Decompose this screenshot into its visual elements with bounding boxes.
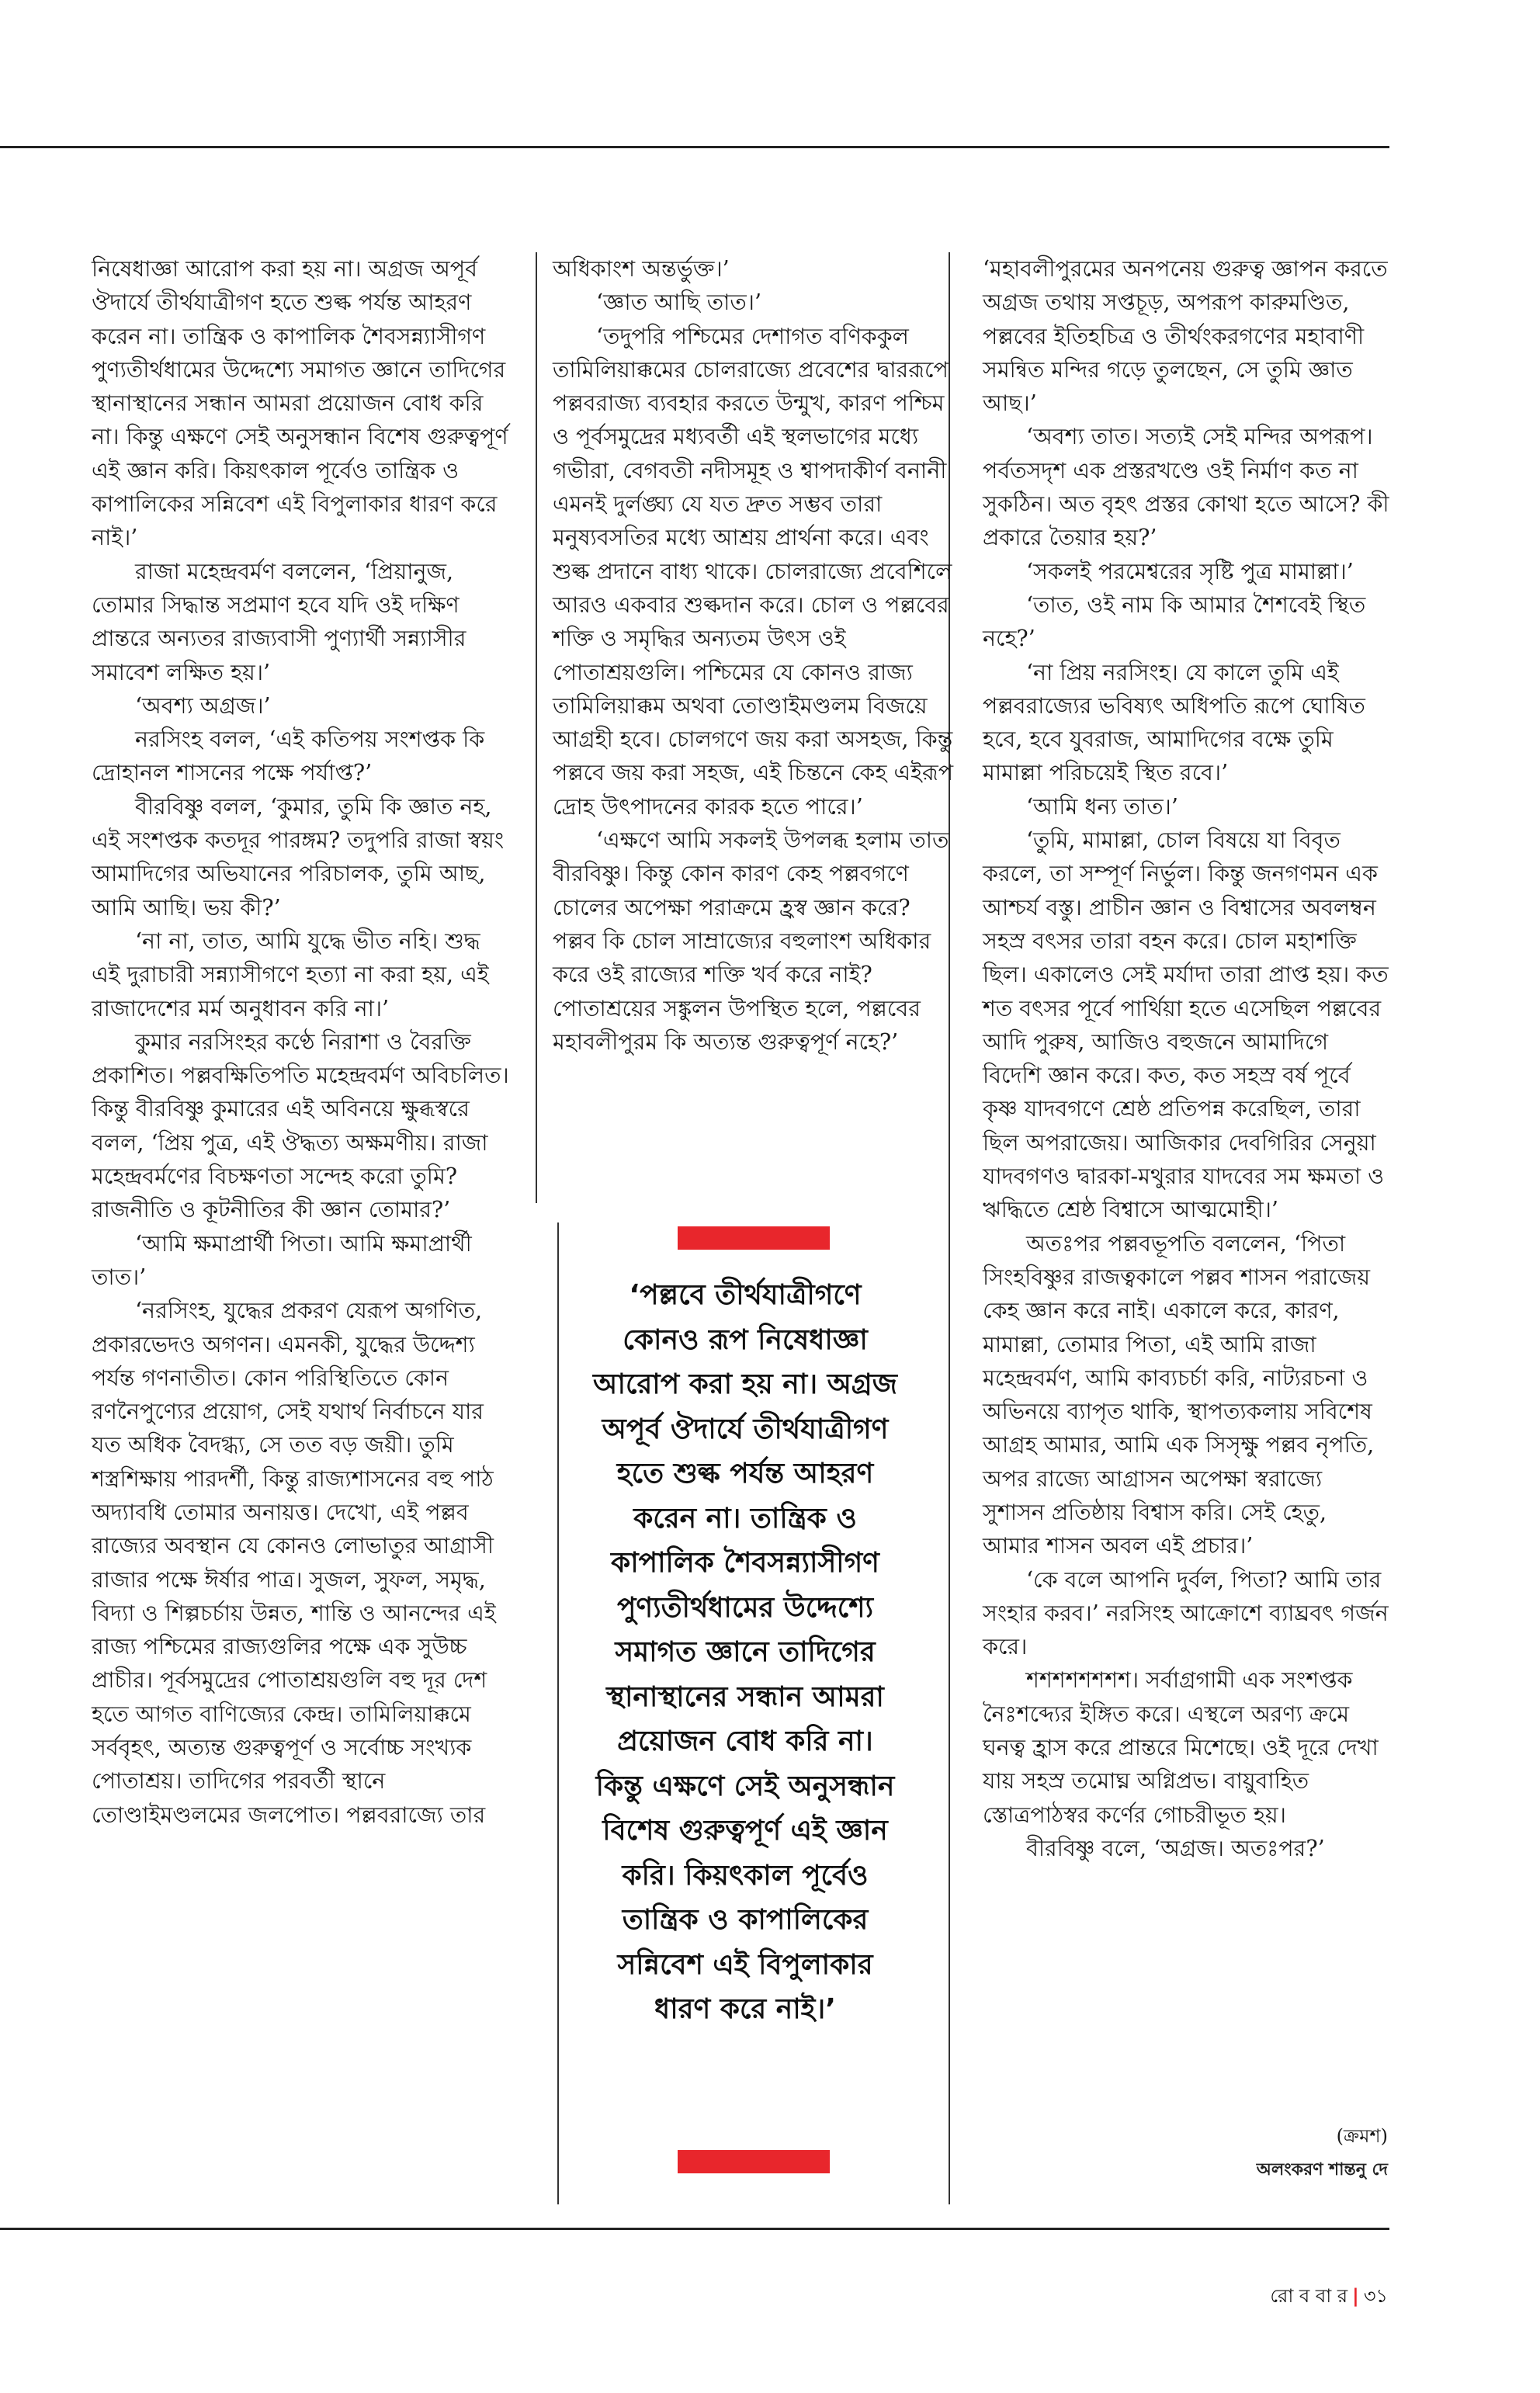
folio-divider: | (1352, 2285, 1359, 2307)
paragraph: ‘নরসিংহ, যুদ্ধের প্রকরণ যেরূপ অগণিত, প্রকারভেদও অগণন। এমনকী, যুদ্ধের উদ্দেশ্য পর্যন্ত গণনাতীত। কোন পরিস্থিতিতে কোন রণনৈপুণ্যের প্রয়োগ, সেই যথার্থ নির্বাচনে যার যত অধিক বৈদগ্ধ্য, সে তত বড় জয়ী। তুমি শস্ত্রশিক্ষায় পারদর্শী, কিন্তু রাজ্যশাসনের বহু পাঠ অদ্যাবধি তোমার অনায়ত্ত। দেখো, এই পল্লব রাজ্যের অবস্থান যে কোনও লোভাতুর আগ্রাসী রাজার পক্ষে ঈর্ষার পাত্র। সুজল, সুফল, সমৃদ্ধ, বিদ্যা ও শিল্পচর্চায় উন্নত, শান্তি ও আনন্দের এই রাজ্য পশ্চিমের রাজ্যগুলির পক্ষে এক সুউচ্চ প্রাচীর। পূর্বসমুদ্রের পোতাশ্রয়গুলি বহু দূর দেশ হতে আগত বাণিজ্যের কেন্দ্র। তামিলিয়াক্কমে সর্ববৃহৎ, অত্যন্ত গুরুত্বপূর্ণ ও সর্বোচ্চ সংখ্যক পোতাশ্রয়। তাদিগের পরবর্তী স্থানে তোণ্ডাইমণ্ডলমের জলপোত। পল্লবরাজ্যে তার (92, 1298, 496, 1828)
bottom-rule (0, 2228, 1389, 2230)
paragraph: ‘আমি ক্ষমাপ্রার্থী পিতা। আমি ক্ষমাপ্রার্থী তাত।’ (92, 1230, 472, 1290)
pullquote-bottom-bar (678, 2150, 830, 2173)
paragraph: ‘অবশ্য তাত। সত্যই সেই মন্দির অপরূপ। পর্বতসদৃশ এক প্রস্তরখণ্ডে ওই নির্মাণ কত না সুকঠিন। অত বৃহৎ প্রস্তর কোথা হতে আসে? কী প্রকারে তৈয়ার হয়?’ (983, 424, 1389, 551)
paragraph: ‘তদুপরি পশ্চিমের দেশাগত বণিককুল তামিলিয়াক্কমের চোলরাজ্যে প্রবেশের দ্বাররূপে পল্লবরাজ্য ব্যবহার করতে উন্মুখ, কারণ পশ্চিম ও পূর্বসমুদ্রের মধ্যবর্তী এই স্থলভাগের মধ্যে গভীরা, বেগবতী নদীসমূহ ও শ্বাপদাকীর্ণ বনানী এমনই দুর্লঙ্ঘ্য যে যত দ্রুত সম্ভব তারা মনুষ্যবসতির মধ্যে আশ্রয় প্রার্থনা করে। এবং শুল্ক প্রদানে বাধ্য থাকে। চোলরাজ্যে প্রবেশিলে আরও একবার শুল্কদান করে। চোল ও পল্লবের শক্তি ও সমৃদ্ধির অন্যতম উৎস ওই পোতাশ্রয়গুলি। পশ্চিমের যে কোনও রাজ্য তামিলিয়াক্কম অথবা তোণ্ডাইমণ্ডলম বিজয়ে আগ্রহী হবে। চোলগণে জয় করা অসহজ, কিন্তু পল্লবে জয় করা সহজ, এই চিন্তনে কেহ এইরূপ দ্রোহ উৎপাদনের কারক হতে পারে।’ (553, 323, 954, 820)
paragraph: ‘তাত, ওই নাম কি আমার শৈশবেই স্থিত নহে?’ (983, 591, 1366, 652)
paragraph: ‘এক্ষণে আমি সকলই উপলব্ধ হলাম তাত বীরবিষ্ণু। কিন্তু কোন কারণ কেহ পল্লবগণে চোলের অপেক্ষা পরাক্রমে হ্রস্ব জ্ঞান করে? পল্লব কি চোল সাম্রাজ্যের বহুলাংশ অধিকার করে ওই রাজ্যের শক্তি খর্ব করে নাই? পোতাশ্রয়ের সঙ্কুলন উপস্থিত হলে, পল্লবের মহাবলীপুরম কি অত্যন্ত গুরুত্বপূর্ণ নহে?’ (553, 827, 949, 1055)
article-column-2 (553, 252, 956, 1059)
paragraph: ‘না প্রিয় নরসিংহ। যে কালে তুমি এই পল্লবরাজ্যের ভবিষ্যৎ অধিপতি রূপে ঘোষিত হবে, হবে যুবরাজ, আমাদিগের বক্ষে তুমি মামাল্লা পরিচয়েই স্থিত রবে।’ (983, 659, 1365, 786)
column-separator-1 (536, 252, 537, 1203)
folio (1270, 2282, 1388, 2313)
paragraph: ‘সকলই পরমেশ্বরের সৃষ্টি পুত্র মামাল্লা।’ (1026, 558, 1354, 584)
pullquote: ‘পল্লবে তীর্থযাত্রীগণে কোনও রূপ নিষেধাজ্ঞা আরোপ করা হয় না। অগ্রজ অপূর্ব ঔদার্যে তীর্থযাত্রীগণ হতে শুল্ক পর্যন্ত আহরণ করেন না। তান্ত্রিক ও কাপালিক শৈবসন্ন্যাসীগণ পুণ্যতীর্থধামের উদ্দেশ্যে সমাগত জ্ঞানে তাদিগের স্থানাস্থানের সন্ধান আমরা প্রয়োজন বোধ করি না। কিন্তু এক্ষণে সেই অনুসন্ধান বিশেষ গুরুত্বপূর্ণ এই জ্ঞান করি। কিয়ৎকাল পূর্বেও তান্ত্রিক ও কাপালিকের সন্নিবেশ এই বিপুলাকার ধারণ করে নাই।’ (593, 1279, 897, 2025)
paragraph: ‘তুমি, মামাল্লা, চোল বিষয়ে যা বিবৃত করলে, তা সম্পূর্ণ নির্ভুল। কিন্তু জনগণমন এক আশ্চর্য বস্তু। প্রাচীন জ্ঞান ও বিশ্বাসের অবলম্বন সহস্র বৎসর তারা বহন করে। চোল মহাশক্তি ছিল। একালেও সেই মর্যাদা তারা প্রাপ্ত হয়। কত শত বৎসর পূর্বে পার্থিয়া হতে এসেছিল পল্লবের আদি পুরুষ, আজিও বহুজনে আমাদিগে বিদেশি জ্ঞান করে। কত, কত সহস্র বর্ষ পূর্বে কৃষ্ণ যাদবগণে শ্রেষ্ঠ প্রতিপন্ন করেছিল, তারা ছিল অপরাজেয়। আজিকার দেবগিরির সেনুয়া যাদবগণও দ্বারকা-মথুরার যাদবের সম ক্ষমতা ও ঋদ্ধিতে শ্রেষ্ঠ বিশ্বাসে আত্মমোহী।’ (983, 827, 1389, 1223)
paragraph: অধিকাংশ অন্তর্ভুক্ত।’ (553, 256, 730, 282)
paragraph: কুমার নরসিংহর কণ্ঠে নিরাশা ও বৈরক্তি প্রকাশিত। পল্লবক্ষিতিপতি মহেন্দ্রবর্মণ অবিচলিত। কিন্তু বীরবিষ্ণু কুমারের এই অবিনয়ে ক্ষুব্ধস্বরে বলল, ‘প্রিয় পুত্র, এই ঔদ্ধত্য অক্ষমণীয়। রাজা মহেন্দ্রবর্মণের বিচক্ষণতা সন্দেহ করো তুমি? রাজনীতি ও কূটনীতির কী জ্ঞান তোমার?’ (92, 1028, 509, 1223)
paragraph: অতঃপর পল্লবভূপতি বললেন, ‘পিতা সিংহবিষ্ণুর রাজত্বকালে পল্লব শাসন পরাজেয় কেহ জ্ঞান করে নাই। একালে করে, কারণ, মামাল্লা, তোমার পিতা, এই আমি রাজা মহেন্দ্রবর্মণ, আমি কাব্যচর্চা করি, নাট্যরচনা ও অভিনয়ে ব্যাপৃত থাকি, স্থাপত্যকলায় সবিশেষ আগ্রহ আমার, আমি এক সিসৃক্ষু পল্লব নৃপতি, অপর রাজ্যে আগ্রাসন অপেক্ষা স্বরাজ্যে সুশাসন প্রতিষ্ঠায় বিশ্বাস করি। সেই হেতু, আমার শাসন অবল এই প্রচার।’ (983, 1230, 1375, 1559)
paragraph: ‘না না, তাত, আমি যুদ্ধে ভীত নহি। শুদ্ধ এই দুরাচারী সন্ন্যাসীগণে হত্যা না করা হয়, এই রাজাদেশের মর্ম অনুধাবন করি না।’ (92, 928, 489, 1021)
magazine-name: রো ব বা র (1270, 2285, 1348, 2307)
pullquote-top-bar (678, 1226, 830, 1250)
paragraph: ‘অবশ্য অগ্রজ।’ (135, 692, 271, 719)
page-number: ৩১ (1363, 2285, 1388, 2307)
column-separator-1-lower (557, 1223, 559, 2204)
paragraph: নিষেধাজ্ঞা আরোপ করা হয় না। অগ্রজ অপূর্ব ঔদার্যে তীর্থযাত্রীগণ হতে শুল্ক পর্যন্ত আহরণ করেন না। তান্ত্রিক ও কাপালিক শৈবসন্ন্যাসীগণ পুণ্যতীর্থধামের উদ্দেশ্যে সমাগত জ্ঞানে তাদিগের স্থানাস্থানের সন্ধান আমরা প্রয়োজন বোধ করি না। কিন্তু এক্ষণে সেই অনুসন্ধান বিশেষ গুরুত্বপূর্ণ এই জ্ঞান করি। কিয়ৎকাল পূর্বেও তান্ত্রিক ও কাপালিকের সন্নিবেশ এই বিপুলাকার ধারণ করে নাই।’ (92, 256, 508, 551)
paragraph: নরসিংহ বলল, ‘এই কতিপয় সংশপ্তক কি দ্রোহানল শাসনের পক্ষে পর্যাপ্ত?’ (92, 727, 485, 786)
article-column-3 (983, 252, 1389, 1865)
paragraph: বীরবিষ্ণু বলল, ‘কুমার, তুমি কি জ্ঞাত নহ, এই সংশপ্তক কতদূর পারঙ্গম? তদুপরি রাজা স্বয়ং আমাদিগের অভিযানের পরিচালক, তুমি আছ, আমি আছি। ভয় কী?’ (92, 793, 505, 921)
paragraph: বীরবিষ্ণু বলে, ‘অগ্রজ। অতঃপর?’ (1026, 1835, 1325, 1861)
continued-label: (ক্রমশ) (1336, 2125, 1388, 2147)
paragraph: শশশশশশশশ। সর্বাগ্রগামী এক সংশপ্তক নৈঃশব্দ্যের ইঙ্গিত করে। এস্থলে অরণ্য ক্রমে ঘনত্ব হ্রাস করে প্রান্তরে মিশেছে। ওই দূরে দেখা যায় সহস্র তমোঘ্ন অগ্নিপ্রভ। বায়ুবাহিত স্তোত্রপাঠস্বর কর্ণের গোচরীভূত হয়। (983, 1667, 1379, 1828)
paragraph: ‘মহাবলীপুরমের অনপনেয় গুরুত্ব জ্ঞাপন করতে অগ্রজ তথায় সপ্তচূড়, অপরূপ কারুমণ্ডিত, পল্লবের ইতিহচিত্র ও তীর্থংকরগণের মহাবাণী সমন্বিত মন্দির গড়ে তুলছেন, সে তুমি জ্ঞাত আছ।’ (983, 256, 1388, 417)
illustration-credit: অলংকরণ শান্তনু দে (1256, 2160, 1388, 2180)
article-column-1 (92, 252, 511, 1832)
paragraph: ‘আমি ধন্য তাত।’ (1026, 793, 1178, 820)
paragraph: ‘কে বলে আপনি দুর্বল, পিতা? আমি তার সংহার করব।’ নরসিংহ আক্রোশে ব্যাঘ্রবৎ গর্জন করে। (983, 1566, 1389, 1660)
paragraph: রাজা মহেন্দ্রবর্মণ বললেন, ‘প্রিয়ানুজ, তোমার সিদ্ধান্ত সপ্রমাণ হবে যদি ওই দক্ষিণ প্রান্তরে অন্যতর রাজ্যবাসী পুণ্যার্থী সন্ন্যাসীর সমাবেশ লক্ষিত হয়।’ (92, 558, 467, 685)
paragraph: ‘জ্ঞাত আছি তাত।’ (596, 290, 762, 316)
top-rule (0, 146, 1389, 148)
